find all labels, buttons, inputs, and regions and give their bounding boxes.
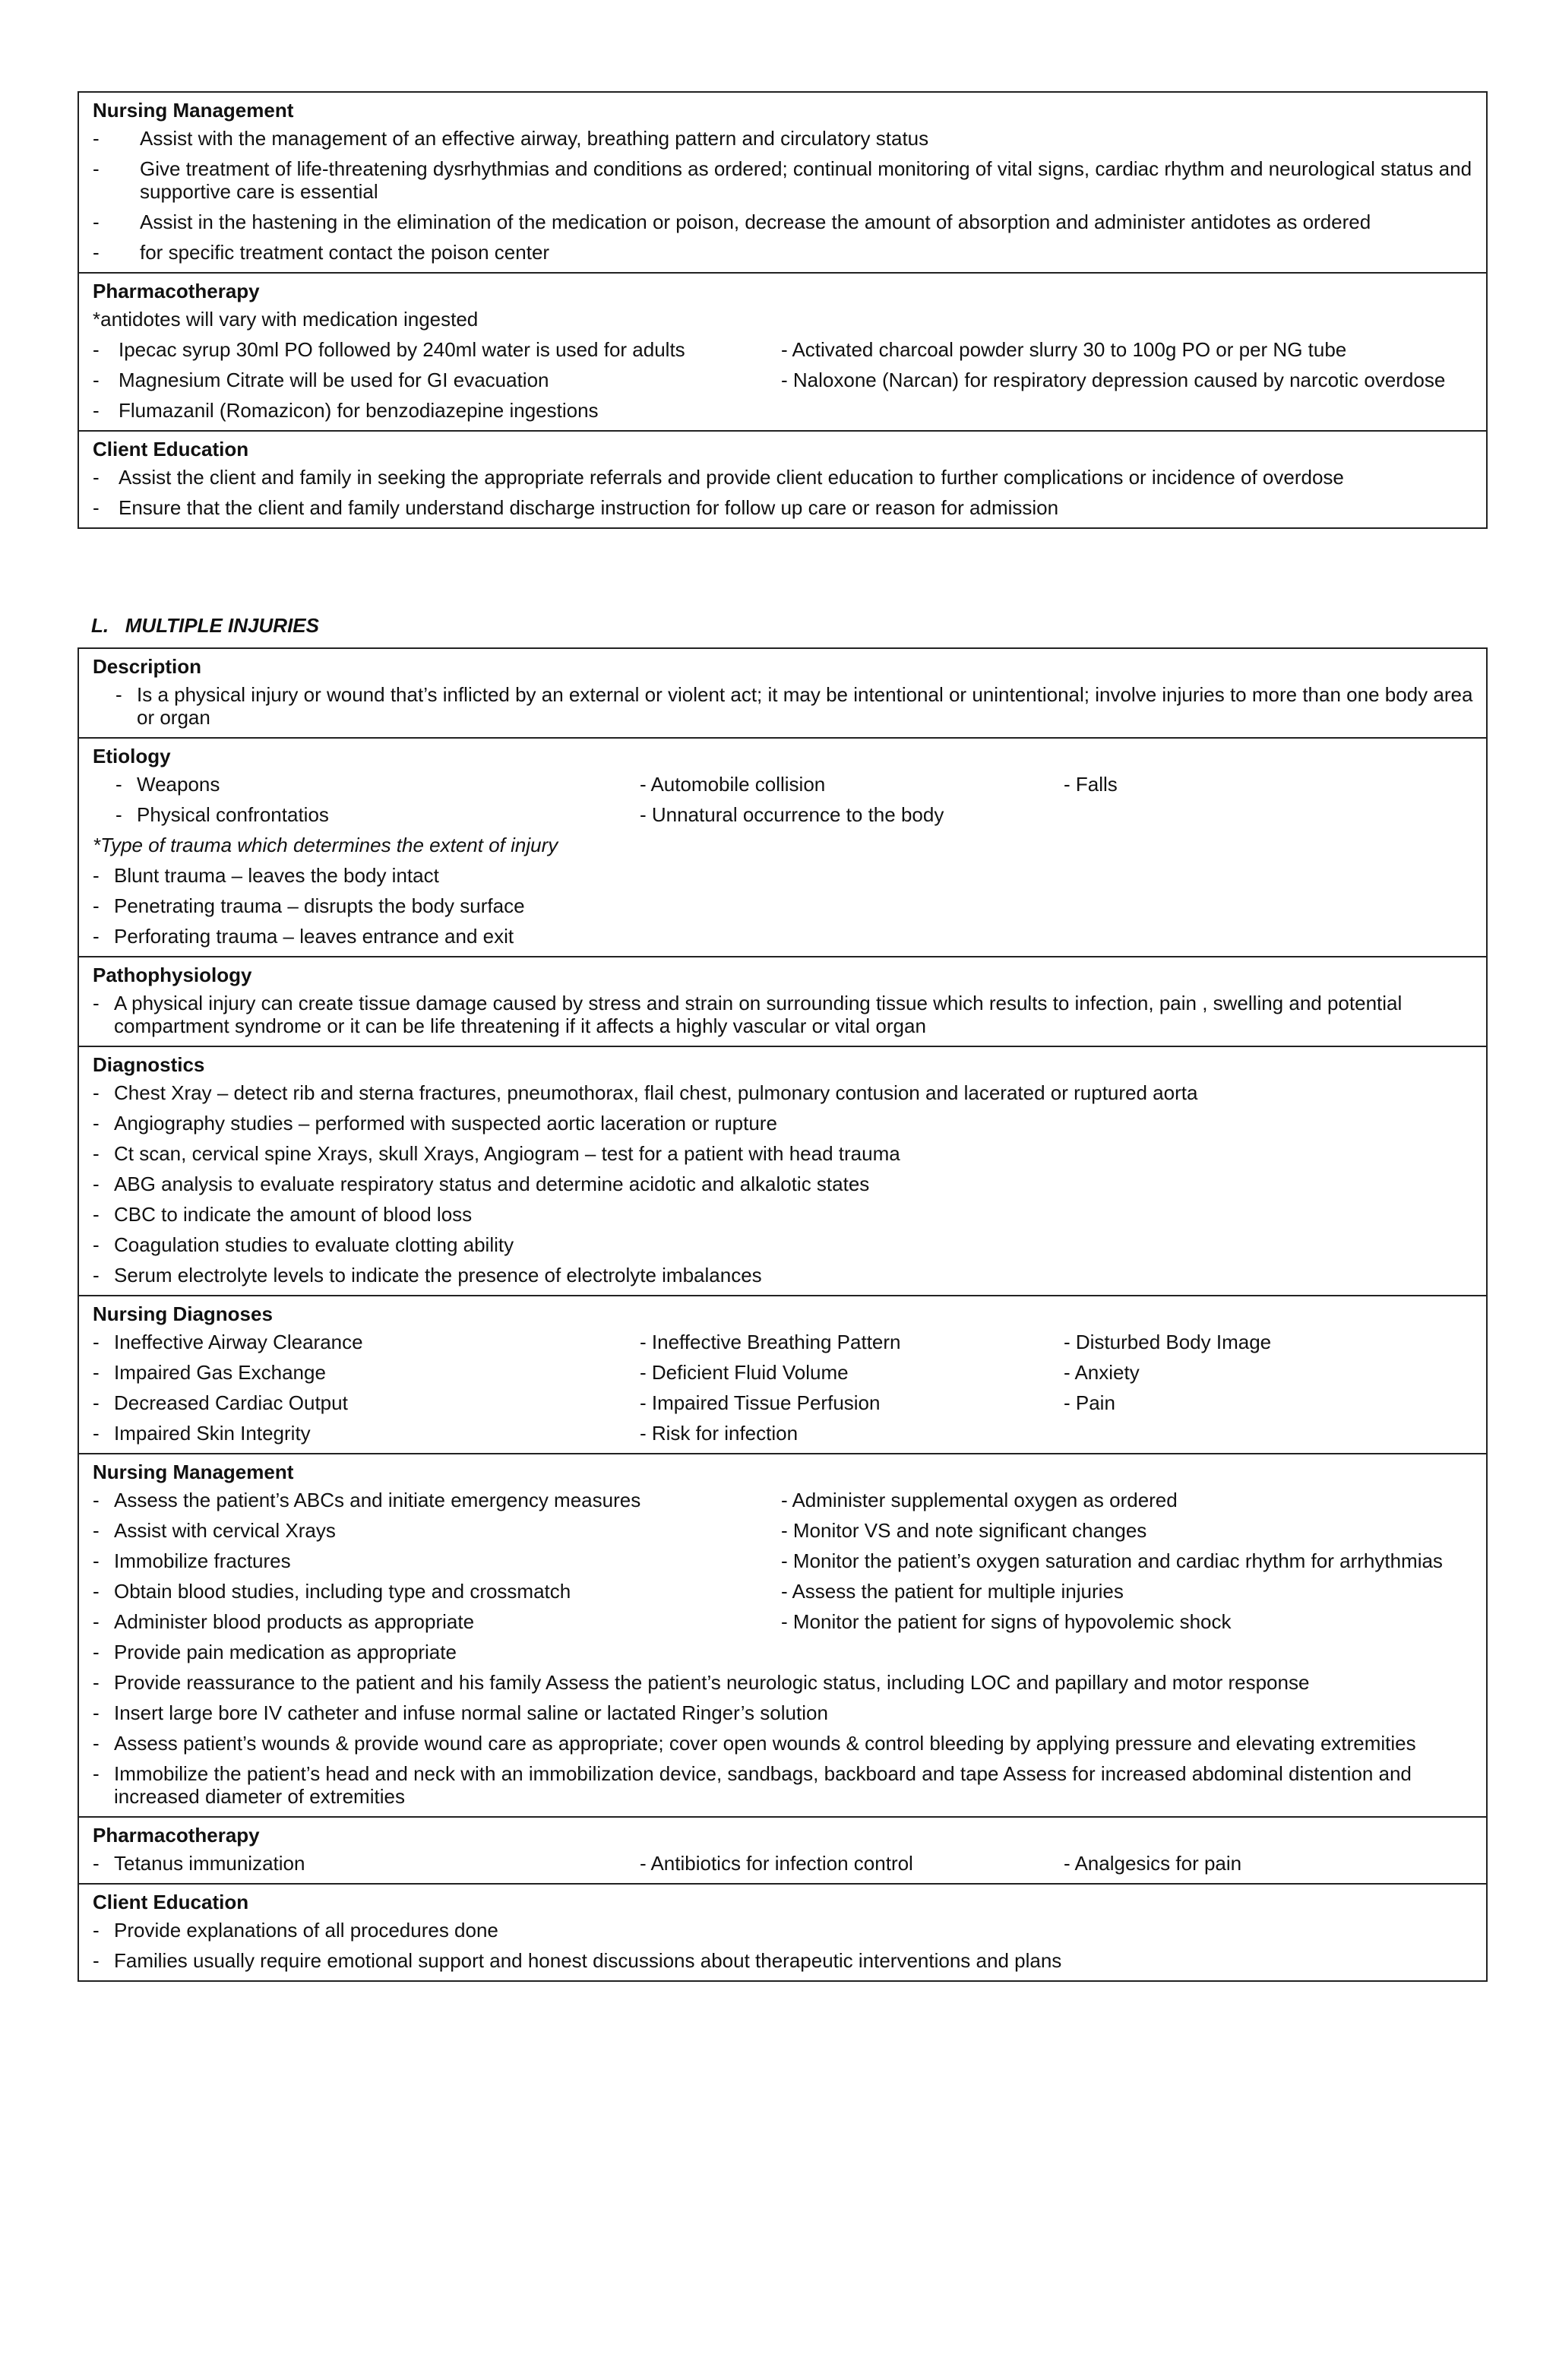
list-item: Physical confrontatios [137, 803, 329, 826]
list-item: - Give treatment of life-threatening dysrhythmias and conditions as ordered; continual monitoring of vital signs, cardiac rhythm and neurological status and supportive care is essential [93, 157, 1472, 203]
section-heading: Etiology [93, 745, 171, 767]
diagnostics-section [79, 1046, 1486, 1295]
list-row: - Tetanus immunization - Antibiotics for infection control - Analgesics for pain [93, 1848, 1486, 1878]
list-item: - CBC to indicate the amount of blood loss [93, 1203, 473, 1226]
list-item: - Coagulation studies to evaluate clotting ability [93, 1233, 514, 1256]
list-item: - Anxiety [1064, 1361, 1140, 1384]
section-heading: Pathophysiology [93, 964, 252, 986]
list-item: - Analgesics for pain [1064, 1852, 1242, 1875]
section-heading: Nursing Diagnoses [93, 1302, 273, 1325]
section-heading: Client Education [93, 1891, 249, 1913]
section-heading: Pharmacotherapy [93, 280, 260, 302]
list-row: - Obtain blood studies, including type and crossmatch - Assess the patient for multiple injuries [93, 1576, 1486, 1606]
list-item: - Ensure that the client and family understand discharge instruction for follow up care or reason for admission [93, 496, 1059, 519]
section-heading: Description [93, 655, 202, 678]
section-heading: Diagnostics [93, 1053, 205, 1076]
description-section [79, 649, 1486, 737]
list-item: - A physical injury can create tissue damage caused by stress and strain on surrounding tissue which results to infection, pain , swelling and potential compartment syndrome or it can be life threatening if it affects a highly vascular or vital organ [93, 992, 1403, 1037]
list-row: - Flumazanil (Romazicon) for benzodiazepine ingestions [93, 399, 599, 422]
note-text: *Type of trauma which determines the extent of injury [93, 834, 558, 856]
list-item: - Naloxone (Narcan) for respiratory depression caused by narcotic overdose [781, 369, 1446, 391]
pharmacotherapy-section [79, 1816, 1486, 1883]
etiology-section [79, 737, 1486, 956]
list-item: - Assess patient’s wounds & provide wound care as appropriate; cover open wounds & control bleeding by applying pressure and elevating extremities [93, 1732, 1416, 1755]
list-row: - Decreased Cardiac Output - Impaired Tissue Perfusion - Pain [93, 1388, 1486, 1418]
list-item: - for specific treatment contact the poison center [93, 241, 550, 264]
list-item: Ineffective Airway Clearance [114, 1331, 363, 1353]
list-item: - Chest Xray – detect rib and sterna fractures, pneumothorax, flail chest, pulmonary contusion and lacerated or ruptured aorta [93, 1081, 1198, 1104]
list-item: Ipecac syrup 30ml PO followed by 240ml water is used for adults [119, 338, 685, 361]
list-item: Assist with cervical Xrays [114, 1519, 336, 1542]
list-item: - Deficient Fluid Volume [640, 1361, 849, 1384]
list-item: - Automobile collision [640, 773, 826, 796]
list-item: Decreased Cardiac Output [114, 1391, 348, 1414]
list-item: - Angiography studies – performed with suspected aortic laceration or rupture [93, 1112, 777, 1135]
list-row: - Immobilize fractures - Monitor the patient’s oxygen saturation and cardiac rhythm for arrhythmias [93, 1549, 1443, 1572]
list-item: Weapons [137, 773, 220, 796]
list-row: - Ineffective Airway Clearance - Ineffective Breathing Pattern - Disturbed Body Image [93, 1327, 1486, 1357]
note-text: *antidotes will vary with medication ingested [93, 308, 479, 331]
list-item: - Provide explanations of all procedures done [93, 1919, 498, 1942]
list-row: - Impaired Gas Exchange - Deficient Fluid Volume - Anxiety [93, 1357, 1486, 1388]
section-heading: Nursing Management [93, 99, 294, 122]
list-item: - Provide reassurance to the patient and his family Assess the patient’s neurologic status, including LOC and papillary and motor response [93, 1671, 1310, 1694]
list-row: - Assist with cervical Xrays - Monitor VS and note significant changes [93, 1515, 1486, 1546]
list-item: - Administer supplemental oxygen as ordered [781, 1489, 1178, 1511]
list-item: - Risk for infection [640, 1422, 799, 1445]
section-heading: Nursing Management [93, 1461, 294, 1483]
list-row: - Magnesium Citrate will be used for GI evacuation - Naloxone (Narcan) for respiratory depression caused by narcotic overdose [93, 369, 1446, 391]
list-item: - Insert large bore IV catheter and infuse normal saline or lactated Ringer’s solution [93, 1701, 828, 1724]
list-item: Magnesium Citrate will be used for GI evacuation [119, 369, 549, 391]
list-item: - Is a physical injury or wound that’s inflicted by an external or violent act; it may be intentional or unintentional; involve injuries to more than one body area or organ [115, 683, 1473, 729]
list-item: - Antibiotics for infection control [640, 1852, 913, 1875]
multiple-injuries-table [77, 647, 1488, 1982]
list-item: - Monitor the patient for signs of hypovolemic shock [781, 1610, 1232, 1633]
section-heading: Client Education [93, 438, 249, 460]
list-item: - Ineffective Breathing Pattern [640, 1331, 901, 1353]
list-item: Administer blood products as appropriate [114, 1610, 475, 1633]
section-heading: Pharmacotherapy [93, 1824, 260, 1847]
list-item: - Perforating trauma – leaves entrance and exit [93, 925, 514, 948]
list-item: - Assist with the management of an effective airway, breathing pattern and circulatory status [93, 127, 929, 150]
list-item: - Penetrating trauma – disrupts the body surface [93, 894, 525, 917]
client-education-section [79, 430, 1486, 527]
list-item: - Immobilize the patient’s head and neck with an immobilization device, sandbags, backboard and tape Assess for increased abdominal distention and increased diameter of extremities [93, 1762, 1412, 1808]
list-row: - Physical confrontatios - Unnatural occurrence to the body [93, 799, 1486, 830]
list-item: - Disturbed Body Image [1064, 1331, 1272, 1353]
pathophysiology-section [79, 956, 1486, 1046]
list-row: - Administer blood products as appropriate - Monitor the patient for signs of hypovolemic shock [93, 1606, 1486, 1637]
list-item: - Pain [1064, 1391, 1115, 1414]
nursing-management-section [79, 1453, 1486, 1816]
list-item: Immobilize fractures [114, 1549, 291, 1572]
list-item: - Families usually require emotional support and honest discussions about therapeutic interventions and plans [93, 1949, 1062, 1972]
list-item: - Monitor the patient’s oxygen saturation and cardiac rhythm for arrhythmias [781, 1549, 1443, 1572]
list-item: - Falls [1064, 773, 1118, 796]
list-item: - Assess the patient for multiple injuries [781, 1580, 1124, 1603]
list-item: Assess the patient’s ABCs and initiate emergency measures [114, 1489, 641, 1511]
poisoning-table [77, 91, 1488, 529]
section-title: L. MULTIPLE INJURIES [91, 614, 319, 637]
list-item: - Ct scan, cervical spine Xrays, skull Xrays, Angiogram – test for a patient with head trauma [93, 1142, 900, 1165]
list-row: - Impaired Skin Integrity - Risk for infection [93, 1418, 1486, 1448]
list-row: - Assess the patient’s ABCs and initiate emergency measures - Administer supplemental oxygen as ordered [93, 1485, 1486, 1515]
list-row: - Weapons - Automobile collision - Falls [93, 769, 1486, 799]
nursing-management-section [79, 93, 1486, 272]
list-item: Impaired Gas Exchange [114, 1361, 326, 1384]
list-item: - Activated charcoal powder slurry 30 to 100g PO or per NG tube [781, 338, 1347, 361]
nursing-diagnoses-section [79, 1295, 1486, 1453]
client-education-section [79, 1883, 1486, 1980]
list-item: - Unnatural occurrence to the body [640, 803, 944, 826]
list-row: - Ipecac syrup 30ml PO followed by 240ml water is used for adults - Activated charcoal powder slurry 30 to 100g PO or per NG tube [93, 334, 1486, 365]
list-item: Impaired Skin Integrity [114, 1422, 311, 1445]
list-item: - Provide pain medication as appropriate [93, 1641, 457, 1663]
pharmacotherapy-section [79, 272, 1486, 430]
list-item: - Impaired Tissue Perfusion [640, 1391, 881, 1414]
list-item: - Blunt trauma – leaves the body intact [93, 864, 439, 887]
list-item: - Serum electrolyte levels to indicate the presence of electrolyte imbalances [93, 1264, 762, 1287]
list-item: Tetanus immunization [114, 1852, 305, 1875]
list-item: - Assist the client and family in seeking the appropriate referrals and provide client education to further complications or incidence of overdose [93, 466, 1344, 489]
list-item: - Assist in the hastening in the elimination of the medication or poison, decrease the amount of absorption and administer antidotes as ordered [93, 210, 1371, 233]
list-item: - Monitor VS and note significant changes [781, 1519, 1147, 1542]
list-item: - ABG analysis to evaluate respiratory status and determine acidotic and alkalotic states [93, 1173, 870, 1195]
list-item: Obtain blood studies, including type and crossmatch [114, 1580, 571, 1603]
list-item: Flumazanil (Romazicon) for benzodiazepine ingestions [119, 399, 599, 422]
